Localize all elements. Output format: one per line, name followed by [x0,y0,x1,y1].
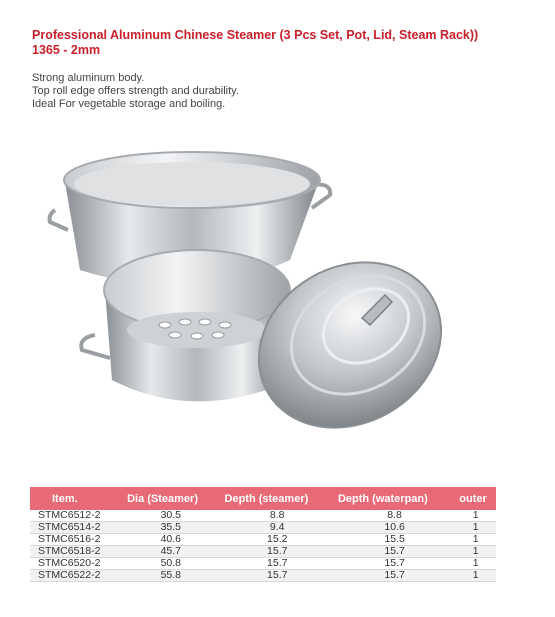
table-row [30,522,496,534]
cell-depth-waterpan: 15.5 [334,534,455,546]
cell-item: STMC6520-2 [30,558,121,570]
table-header-row [30,487,496,510]
product-description [32,72,239,111]
column-header-item: Item. [30,487,121,510]
cell-outer: 1 [455,522,496,534]
table-row [30,546,496,558]
cell-dia: 40.6 [121,534,220,546]
cell-depth-steamer: 15.7 [221,558,334,570]
cell-outer: 1 [455,570,496,582]
cell-dia: 35.5 [121,522,220,534]
cell-dia: 55.8 [121,570,220,582]
column-header-depth-waterpan: Depth (waterpan) [334,487,455,510]
cell-depth-steamer: 15.7 [221,546,334,558]
table-row [30,534,496,546]
cell-depth-waterpan: 15.7 [334,570,455,582]
column-header-outer: outer [455,487,496,510]
steamer-rack [81,250,290,401]
cell-dia: 45.7 [121,546,220,558]
cell-depth-steamer: 8.8 [221,510,334,522]
cell-depth-steamer: 15.7 [221,570,334,582]
cell-dia: 30.5 [121,510,220,522]
cell-outer: 1 [455,510,496,522]
description-line: Ideal For vegetable storage and boiling. [32,98,226,110]
product-title-line: Professional Aluminum Chinese Steamer (3 Pcs Set, Pot, Lid, Steam Rack)) [32,28,479,42]
cell-outer: 1 [455,546,496,558]
product-model-line: 1365 - 2mm [32,43,101,57]
table-row [30,558,496,570]
cell-depth-waterpan: 15.7 [334,558,455,570]
column-header-depth-steamer: Depth (steamer) [221,487,334,510]
cell-item: STMC6518-2 [30,546,121,558]
cell-outer: 1 [455,558,496,570]
product-title [32,28,532,58]
cell-depth-waterpan: 15.7 [334,546,455,558]
description-line: Top roll edge offers strength and durability. [32,85,239,97]
table-row [30,570,496,582]
specification-table [30,487,496,582]
cell-item: STMC6522-2 [30,570,121,582]
cell-item: STMC6514-2 [30,522,121,534]
cell-depth-steamer: 9.4 [221,522,334,534]
table-row [30,510,496,522]
cell-item: STMC6512-2 [30,510,121,522]
cell-dia: 50.8 [121,558,220,570]
cell-item: STMC6516-2 [30,534,121,546]
cell-depth-steamer: 15.2 [221,534,334,546]
description-line: Strong aluminum body. [32,72,145,84]
column-header-dia: Dia (Steamer) [121,487,220,510]
cell-outer: 1 [455,534,496,546]
cell-depth-waterpan: 10.6 [334,522,455,534]
cell-depth-waterpan: 8.8 [334,510,455,522]
aluminum-steamer-set-photo [40,140,480,470]
